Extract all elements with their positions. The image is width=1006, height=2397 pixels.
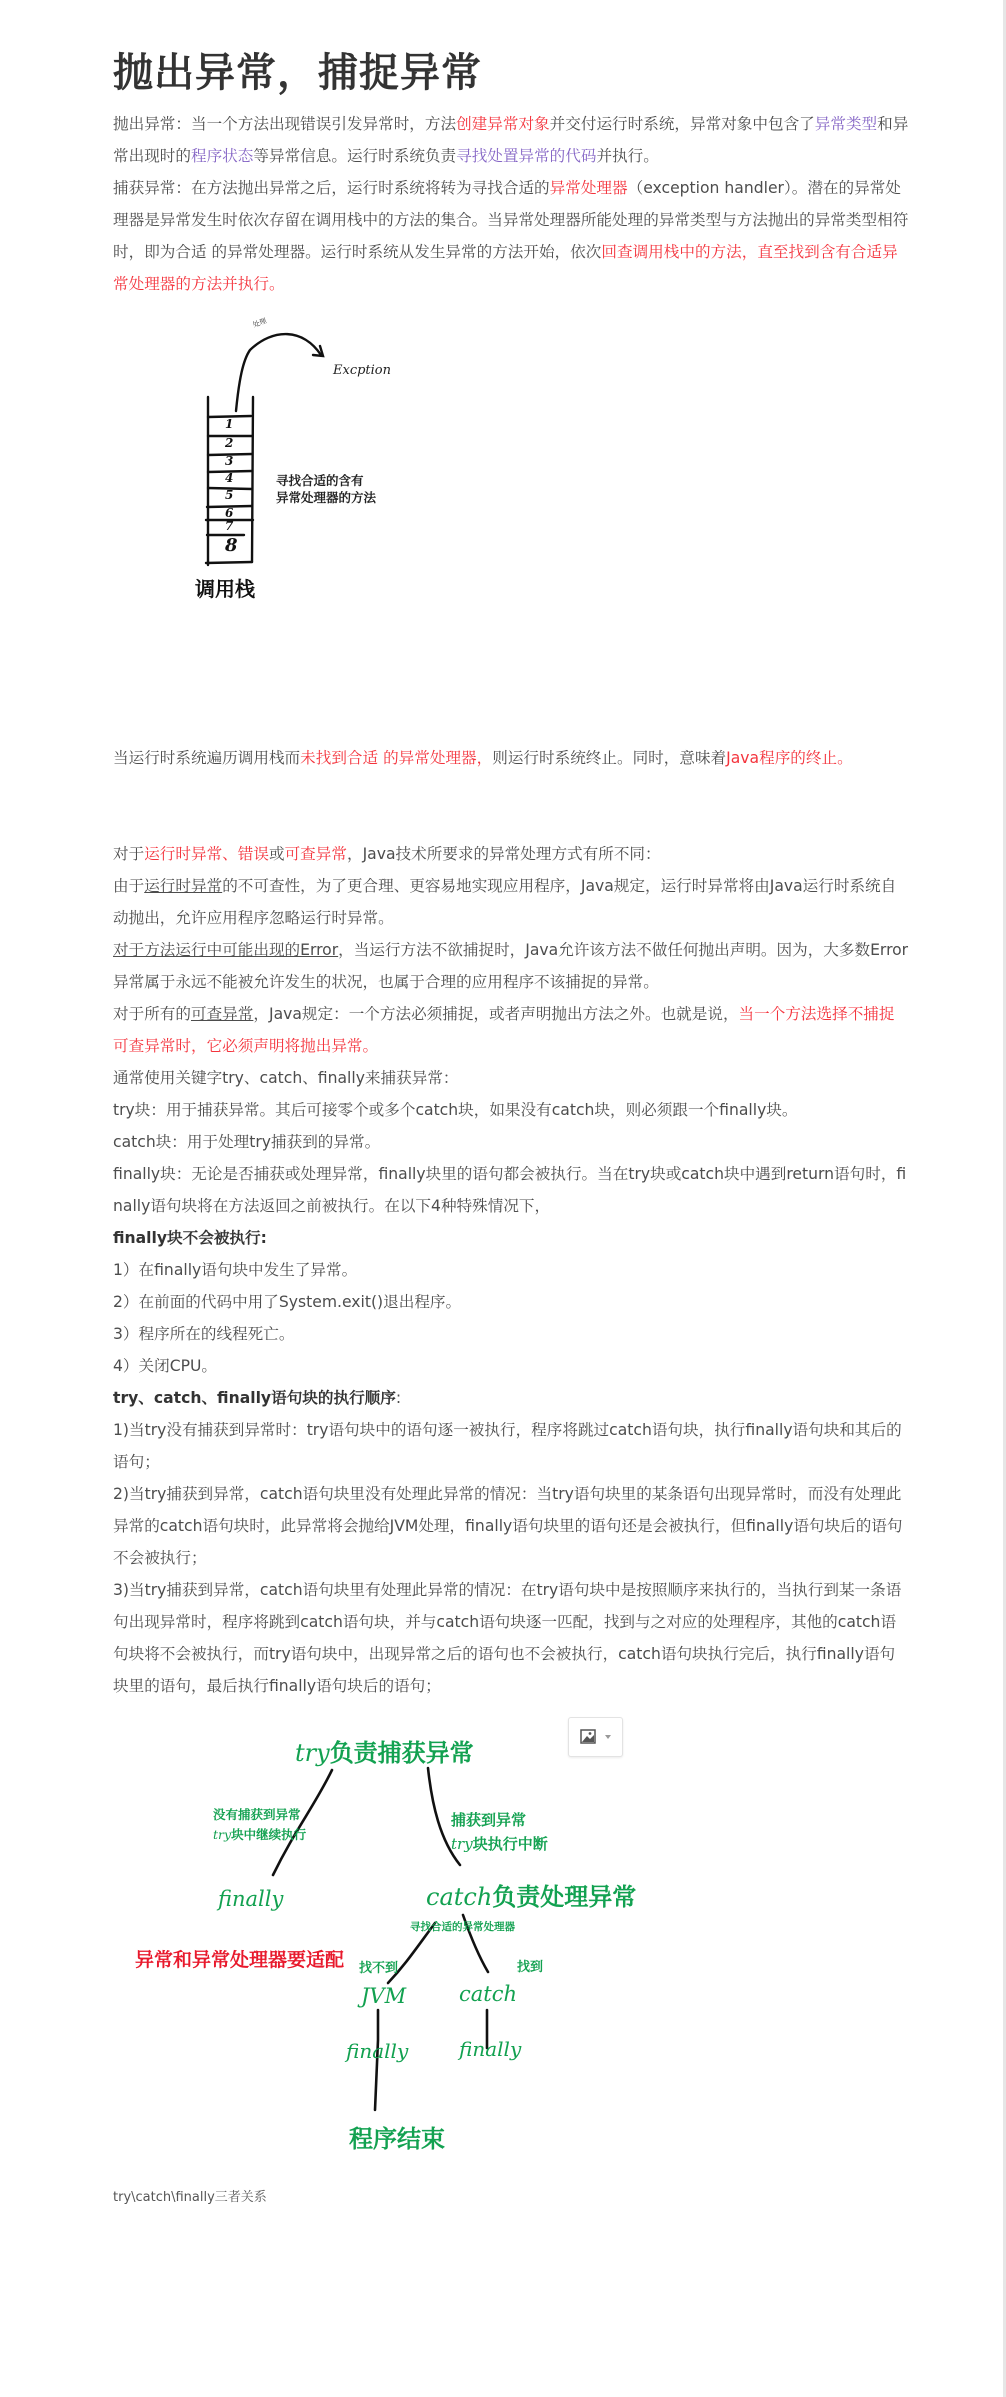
text-segment: 和异常出现时的: [113, 115, 909, 165]
text-segment: catch块：用于处理try捕获到的异常。: [113, 1133, 381, 1151]
text-segment: 2)当try捕获到异常，catch语句块里没有处理此异常的情况：当try语句块里的某条语句出现异常时，而没有处理此异常的catch语句块时，此异常将会抛给JVM处理，finally语句块里的语句还是会被执行，但finally语句块后的语句不会被执行；: [113, 1485, 903, 1567]
highlighted-text: 当一个方法选择不捕捉可查异常时，它必须声明将抛出异常。: [113, 1005, 895, 1055]
text-segment: 3）程序所在的线程死亡。: [113, 1325, 295, 1343]
arrow-label: 处理: [251, 316, 268, 330]
node-catch-found: catch: [459, 1982, 518, 2006]
text-segment: 的不可查性，为了更合理、更容易地实现应用程序，Java规定，运行时异常将由Java运行时系统自动抛出，允许应用程序忽略运行时异常。: [113, 877, 897, 927]
text-segment: try块：用于捕获异常。其后可接零个或多个catch块，如果没有catch块，则必须跟一个finally块。: [113, 1101, 798, 1119]
stack-frame-number: 7: [225, 519, 234, 533]
text-segment: 等异常信息。运行时系统负责: [253, 147, 457, 165]
text-segment: 2）在前面的代码中用了System.exit()退出程序。: [113, 1293, 462, 1311]
text-segment: 可查异常: [190, 1005, 254, 1023]
text-segment: 运行时异常: [144, 877, 223, 895]
text-segment: 通常使用关键字try、catch、finally来捕获异常：: [113, 1069, 459, 1087]
paragraph: [113, 1350, 909, 1382]
exception-label: Excption: [333, 363, 392, 378]
text-segment: ，Java规定：一个方法必须捕捉，或者声明抛出方法之外。也就是说，: [253, 1005, 739, 1023]
paragraph: [113, 1478, 909, 1574]
node-jvm: JVM: [361, 1984, 407, 2008]
paragraph: [113, 108, 909, 172]
paragraph: [113, 998, 909, 1062]
spacer: [113, 774, 909, 838]
bold-heading: try、catch、finally语句块的执行顺序: [113, 1389, 396, 1407]
text-segment: 对于方法运行中可能出现的Error: [113, 941, 339, 959]
text-segment: 对于: [113, 845, 145, 863]
paragraph: [113, 1126, 909, 1158]
text-segment: 1）在finally语句块中发生了异常。: [113, 1261, 358, 1279]
text-segment: 捕获异常：在方法抛出异常之后，运行时系统将转为寻找合适的: [113, 179, 550, 197]
paragraph: [113, 172, 909, 300]
paragraph: [113, 1382, 909, 1414]
paragraph: [113, 838, 909, 870]
highlighted-text: 运行时异常、错误: [144, 845, 269, 863]
figure-caption: try\catch\finally三者关系: [113, 2190, 267, 2205]
branch-interrupt: try块执行中断: [451, 1835, 548, 1853]
branch-caught: 捕获到异常: [451, 1811, 527, 1829]
stack-caption: 调用栈: [195, 577, 255, 601]
stack-frame-number: 4: [225, 471, 234, 485]
image-icon: [569, 1718, 622, 1756]
node-try: try负责捕获异常: [295, 1739, 474, 1767]
paragraph: [113, 1222, 909, 1254]
text-segment: 4）关闭CPU。: [113, 1357, 218, 1375]
chevron-down-icon: [605, 1735, 611, 1739]
highlighted-text: 程序状态: [190, 147, 254, 165]
paragraph: [113, 1254, 909, 1286]
text-segment: 由于: [113, 877, 145, 895]
stack-frame-number: 2: [225, 436, 234, 450]
text-segment: 3)当try捕获到异常，catch语句块里有处理此异常的情况：在try语句块中是按照顺序来执行的，当执行到某一条语句出现异常时，程序将跳到catch语句块，并与catch语句块逐一匹配，找到与之对应的处理程序，其他的catch语句块将不会被执行，而try语句块中，出现异常之后的语句也不会被执行，catch语句块执行完后，执行finally语句块里的语句，最后执行finally语句块后的语句；: [113, 1581, 902, 1695]
text-segment: 抛出异常：当一个方法出现错误引发异常时，方法: [113, 115, 457, 133]
stack-note-line1: 寻找合适的含有: [276, 473, 364, 488]
main-paragraphs: [113, 838, 909, 1702]
not-found-label: 找不到: [359, 1961, 399, 1976]
throw-arrow: [236, 334, 321, 411]
stack-frame-number: 6: [225, 506, 234, 520]
found-label: 找到: [517, 1960, 544, 1975]
paragraph: [113, 1094, 909, 1126]
paragraph: [113, 1286, 909, 1318]
image-options-button[interactable]: [568, 1717, 623, 1757]
text-segment: 1)当try没有捕获到异常时：try语句块中的语句逐一被执行，程序将跳过catch语句块，执行finally语句块和其后的语句；: [113, 1421, 902, 1471]
paragraph: [113, 870, 909, 934]
node-program-end: 程序结束: [349, 2125, 445, 2153]
paragraph: [113, 742, 909, 774]
branch-no-catch: 没有捕获到异常: [213, 1807, 301, 1822]
stack-frame-number: 1: [225, 417, 234, 431]
adapt-note: 异常和异常处理器要适配: [135, 1949, 345, 1971]
stack-frame-number: 8: [225, 535, 238, 556]
highlighted-text: 创建异常对象: [456, 115, 550, 133]
text-segment: ，当运行方法不欲捕捉时，Java允许该方法不做任何抛出声明。因为，大多数Error异常属于永远不能被允许发生的状况，也属于合理的应用程序不该捕捉的异常。: [113, 941, 909, 991]
flow-lines: [110, 1710, 710, 2180]
paragraph: [113, 1158, 909, 1222]
paragraph: [113, 934, 909, 998]
highlighted-text: 回查调用栈中的方法，直至找到含有合适异常处理器的方法并执行。: [113, 243, 898, 293]
text-segment: 并执行。: [596, 147, 659, 165]
text-segment: finally块：无论是否捕获或处理异常，finally块里的语句都会被执行。当在try块或catch块中遇到return语句时，finally语句块将在方法返回之前被执行。在以下4种特殊情况下，: [113, 1165, 907, 1215]
intro-paragraphs: [113, 108, 909, 300]
article: [113, 44, 909, 2205]
paragraph: [113, 1574, 909, 1702]
find-handler-label: 寻找合适的异常处理器: [410, 1921, 515, 1933]
call-stack-figure: [113, 300, 909, 742]
paragraph: [113, 1414, 909, 1478]
call-stack-drawing: [113, 300, 513, 600]
highlighted-text: 异常类型: [814, 115, 878, 133]
branch-continue: try块中继续执行: [213, 1827, 307, 1842]
highlighted-text: 异常处理器: [549, 179, 628, 197]
highlighted-text: Java程序的终止。: [726, 749, 853, 767]
text-segment: ，Java技术所要求的异常处理方式有所不同：: [346, 845, 661, 863]
stack-frame-number: 3: [225, 454, 234, 468]
stack-frame-number: 5: [225, 488, 234, 502]
paragraph: [113, 1062, 909, 1094]
node-catch: catch负责处理异常: [426, 1883, 637, 1911]
text-segment: （exception handler）。潜在的异常处理器是异常发生时依次存留在调用栈中的方法的集合。当异常处理器所能处理的异常类型与方法抛出的异常类型相符时，即为合适 的异常处理器。运行时系统从发生异常的方法开始，依次: [113, 179, 909, 261]
line-try-finally: [273, 1770, 332, 1875]
text-segment: 当运行时系统遍历调用栈而: [113, 749, 301, 767]
page-title: 抛出异常，捕捉异常: [113, 50, 482, 96]
text-segment: 则运行时系统终止。同时，意味着: [492, 749, 727, 767]
text-segment: 并交付运行时系统，异常对象中包含了: [549, 115, 815, 133]
highlighted-text: 未找到合适 的异常处理器，: [300, 749, 493, 767]
node-finally-catch: finally: [459, 2037, 522, 2061]
highlighted-text: 可查异常: [284, 845, 347, 863]
stack-note-line2: 异常处理器的方法: [276, 490, 377, 505]
node-finally-left: finally: [218, 1887, 284, 1911]
text-segment: 或: [268, 845, 285, 863]
try-catch-finally-figure: [113, 1710, 909, 2180]
paragraph: [113, 1318, 909, 1350]
highlighted-text: 寻找处置异常的代码: [456, 147, 597, 165]
text-segment: 对于所有的: [113, 1005, 191, 1023]
bold-heading: finally块不会被执行:: [113, 1229, 267, 1247]
text-segment: :: [395, 1389, 402, 1407]
node-finally-jvm: finally: [346, 2039, 409, 2063]
termination-paragraph: [113, 742, 909, 774]
